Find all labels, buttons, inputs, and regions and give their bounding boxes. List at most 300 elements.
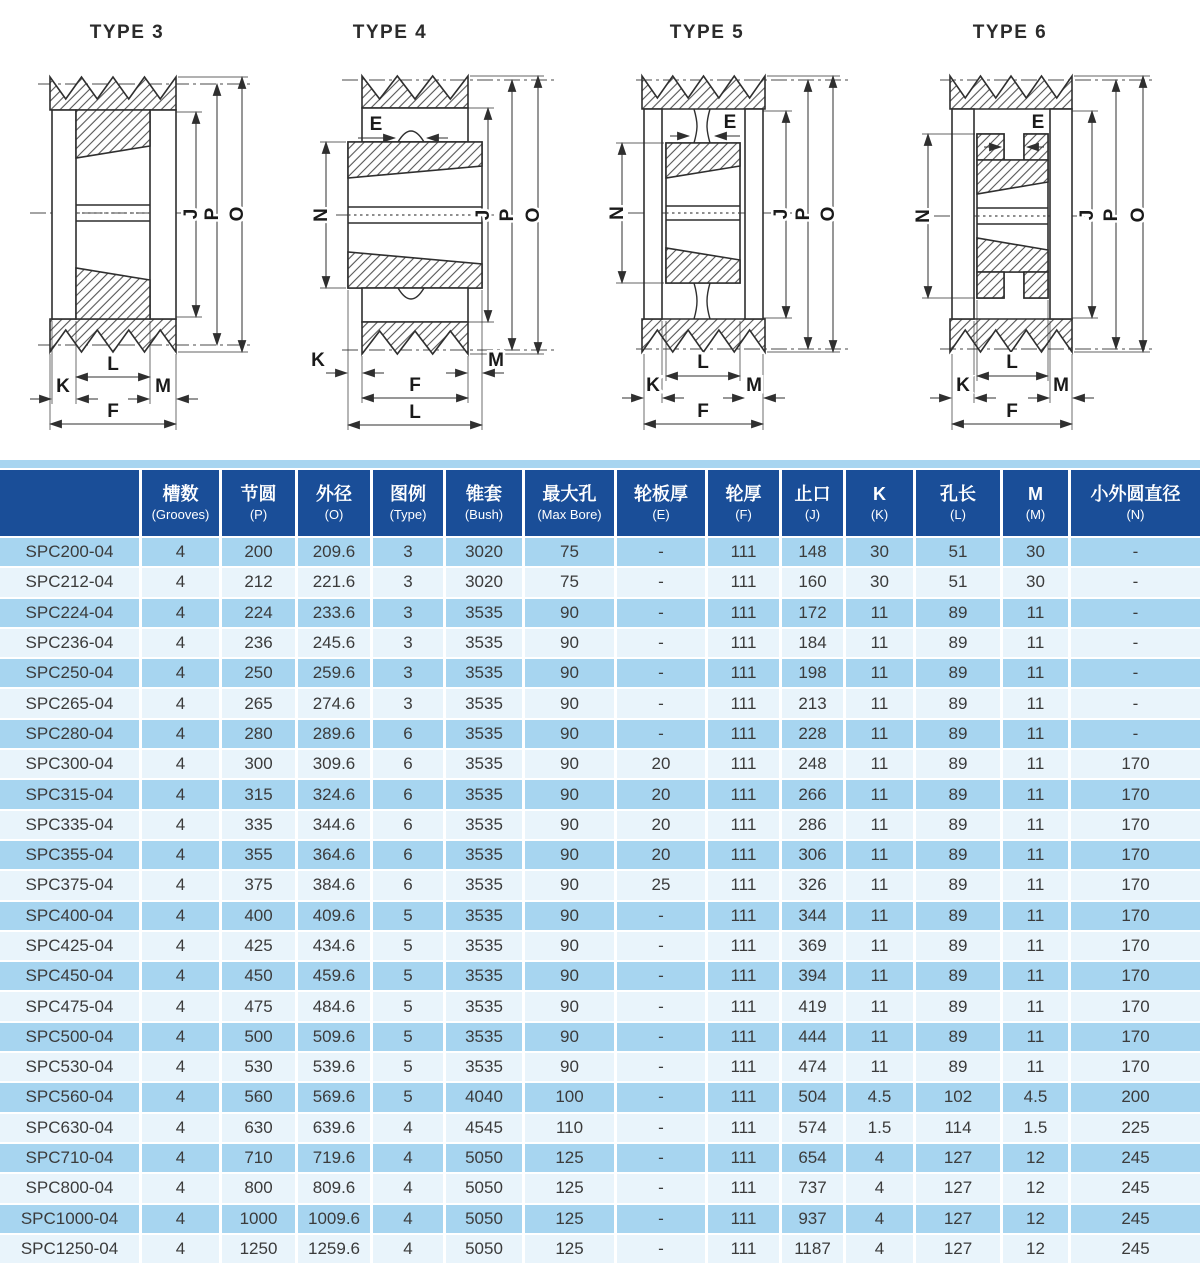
value-cell: 259.6 [298,659,373,689]
model-cell: SPC250-04 [0,659,142,689]
table-row [0,689,1200,719]
spec-table-header [0,470,1200,538]
value-cell: 25 [617,871,708,901]
table-row [0,1023,1200,1053]
value-cell: 172 [782,599,846,629]
table-top-accent-strip [0,460,1200,470]
dim-label-m: M [155,376,171,397]
diagram-title: TYPE 5 [669,22,745,43]
model-cell: SPC450-04 [0,962,142,992]
value-cell: 90 [525,1023,617,1053]
col-header-7 [617,470,708,538]
table-row [0,902,1200,932]
value-cell: 102 [916,1083,1003,1113]
diagram-title: TYPE 3 [89,22,165,43]
value-cell: 4 [142,962,222,992]
value-cell: 111 [708,902,782,932]
value-cell: 170 [1071,902,1200,932]
value-cell: 3535 [446,871,525,901]
value-cell: 89 [916,629,1003,659]
value-cell: 111 [708,1144,782,1174]
value-cell: - [617,1205,708,1235]
value-cell: 127 [916,1235,1003,1265]
value-cell: 90 [525,962,617,992]
value-cell: 89 [916,811,1003,841]
value-cell: 355 [222,841,298,871]
value-cell: 1.5 [1003,1114,1071,1144]
model-cell: SPC265-04 [0,689,142,719]
model-cell: SPC212-04 [0,568,142,598]
value-cell: 170 [1071,780,1200,810]
value-cell: 474 [782,1053,846,1083]
value-cell: 434.6 [298,932,373,962]
col-header-zh: K [873,484,886,504]
value-cell: 306 [782,841,846,871]
value-cell: 100 [525,1083,617,1113]
value-cell: 4 [142,1205,222,1235]
table-row [0,1053,1200,1083]
value-cell: 3535 [446,720,525,750]
col-header-zh: 轮板厚 [634,484,688,504]
dim-label-p: P [202,207,223,221]
value-cell: 89 [916,750,1003,780]
value-cell: 4545 [446,1114,525,1144]
value-cell: 250 [222,659,298,689]
value-cell: 11 [1003,780,1071,810]
value-cell: 245.6 [298,629,373,659]
value-cell: 289.6 [298,720,373,750]
col-header-9 [782,470,846,538]
value-cell: 5050 [446,1144,525,1174]
model-cell: SPC236-04 [0,629,142,659]
col-header-5 [446,470,525,538]
value-cell: 90 [525,599,617,629]
value-cell: 111 [708,1053,782,1083]
model-cell: SPC475-04 [0,992,142,1022]
value-cell: 459.6 [298,962,373,992]
value-cell: 3 [373,568,446,598]
value-cell: 326 [782,871,846,901]
value-cell: 560 [222,1083,298,1113]
value-cell: 5 [373,902,446,932]
type-3-drawing [0,0,300,460]
col-header-en: (J) [804,507,821,522]
col-header-en: (N) [1126,507,1145,522]
value-cell: 225 [1071,1114,1200,1144]
value-cell: 111 [708,1083,782,1113]
value-cell: 111 [708,1205,782,1235]
value-cell: 111 [708,1114,782,1144]
value-cell: 110 [525,1114,617,1144]
table-row [0,538,1200,568]
diagram-title: TYPE 6 [972,22,1048,43]
col-header-0 [0,470,142,538]
table-row [0,1114,1200,1144]
value-cell: 212 [222,568,298,598]
value-cell: 419 [782,992,846,1022]
value-cell: 3 [373,538,446,568]
value-cell: 89 [916,1053,1003,1083]
value-cell: 51 [916,538,1003,568]
col-header-en: (E) [652,507,670,522]
value-cell: 90 [525,659,617,689]
value-cell: 5 [373,1023,446,1053]
dim-label-o: O [1128,207,1149,223]
value-cell: 75 [525,568,617,598]
value-cell: 266 [782,780,846,810]
model-cell: SPC400-04 [0,902,142,932]
value-cell: 5 [373,992,446,1022]
table-row [0,1174,1200,1204]
value-cell: 4 [142,629,222,659]
value-cell: 200 [1071,1083,1200,1113]
value-cell: 125 [525,1235,617,1265]
value-cell: - [617,538,708,568]
value-cell: 3535 [446,1053,525,1083]
value-cell: 228 [782,720,846,750]
model-cell: SPC630-04 [0,1114,142,1144]
value-cell: 300 [222,750,298,780]
value-cell: 170 [1071,1023,1200,1053]
value-cell: 111 [708,932,782,962]
value-cell: 170 [1071,871,1200,901]
value-cell: - [617,1114,708,1144]
value-cell: 170 [1071,811,1200,841]
value-cell: 90 [525,811,617,841]
value-cell: 1000 [222,1205,298,1235]
spec-table [0,470,1200,1265]
value-cell: 89 [916,599,1003,629]
value-cell: 425 [222,932,298,962]
value-cell: - [1071,568,1200,598]
diagram-type-4 [300,0,600,460]
col-header-zh: 节圆 [240,484,277,504]
value-cell: 245 [1071,1235,1200,1265]
value-cell: 245 [1071,1174,1200,1204]
value-cell: 90 [525,780,617,810]
model-cell: SPC375-04 [0,871,142,901]
model-cell: SPC560-04 [0,1083,142,1113]
value-cell: 221.6 [298,568,373,598]
dim-label-j: J [473,209,494,221]
value-cell: 11 [846,780,916,810]
dim-label-o: O [227,206,248,222]
value-cell: 127 [916,1205,1003,1235]
value-cell: 450 [222,962,298,992]
value-cell: 11 [1003,992,1071,1022]
dim-label-o: O [818,206,839,222]
value-cell: 574 [782,1114,846,1144]
value-cell: 11 [1003,902,1071,932]
value-cell: 4 [142,1083,222,1113]
value-cell: 344.6 [298,811,373,841]
value-cell: 394 [782,962,846,992]
value-cell: 245 [1071,1144,1200,1174]
col-header-8 [708,470,782,538]
model-cell: SPC530-04 [0,1053,142,1083]
spec-table-body [0,538,1200,1265]
value-cell: 1250 [222,1235,298,1265]
value-cell: 12 [1003,1144,1071,1174]
dim-label-l: L [1006,352,1018,373]
value-cell: 11 [846,659,916,689]
value-cell: 170 [1071,932,1200,962]
value-cell: - [617,1235,708,1265]
col-header-6 [525,470,617,538]
value-cell: 148 [782,538,846,568]
value-cell: 475 [222,992,298,1022]
value-cell: 5050 [446,1205,525,1235]
value-cell: 737 [782,1174,846,1204]
table-row [0,780,1200,810]
dim-label-n: N [311,208,332,222]
table-row [0,1144,1200,1174]
value-cell: 20 [617,780,708,810]
value-cell: 111 [708,629,782,659]
dim-label-l: L [697,352,709,373]
value-cell: 530 [222,1053,298,1083]
value-cell: 6 [373,871,446,901]
value-cell: - [617,992,708,1022]
model-cell: SPC500-04 [0,1023,142,1053]
value-cell: 539.6 [298,1053,373,1083]
dim-label-k: K [311,350,325,371]
value-cell: 224 [222,599,298,629]
table-row [0,871,1200,901]
value-cell: 11 [846,1053,916,1083]
value-cell: 1009.6 [298,1205,373,1235]
value-cell: 4 [142,992,222,1022]
col-header-11 [916,470,1003,538]
value-cell: 11 [846,811,916,841]
col-header-zh: 孔长 [940,484,976,504]
value-cell: 4 [846,1235,916,1265]
col-header-13 [1071,470,1200,538]
dim-label-j: J [1077,209,1098,221]
diagram-type-6 [900,0,1200,460]
value-cell: 937 [782,1205,846,1235]
model-cell: SPC315-04 [0,780,142,810]
table-row [0,1083,1200,1113]
col-header-zh: 锥套 [466,484,502,504]
table-row [0,841,1200,871]
value-cell: 11 [1003,659,1071,689]
value-cell: 1259.6 [298,1235,373,1265]
value-cell: 125 [525,1144,617,1174]
value-cell: 11 [1003,629,1071,659]
table-row [0,720,1200,750]
value-cell: 160 [782,568,846,598]
value-cell: 6 [373,780,446,810]
value-cell: 4 [142,1023,222,1053]
value-cell: 4 [142,811,222,841]
value-cell: 710 [222,1144,298,1174]
value-cell: 315 [222,780,298,810]
value-cell: 5 [373,1083,446,1113]
value-cell: 11 [1003,811,1071,841]
value-cell: - [1071,629,1200,659]
value-cell: 111 [708,841,782,871]
value-cell: 4 [142,1053,222,1083]
value-cell: 11 [1003,871,1071,901]
value-cell: 11 [846,750,916,780]
diagram-title: TYPE 4 [352,22,428,43]
value-cell: 500 [222,1023,298,1053]
value-cell: 504 [782,1083,846,1113]
table-row [0,932,1200,962]
value-cell: 233.6 [298,599,373,629]
value-cell: 1.5 [846,1114,916,1144]
value-cell: 3 [373,659,446,689]
value-cell: 111 [708,1023,782,1053]
value-cell: 236 [222,629,298,659]
value-cell: 12 [1003,1235,1071,1265]
col-header-en: (F) [735,507,752,522]
value-cell: 4 [142,1235,222,1265]
value-cell: 280 [222,720,298,750]
value-cell: 4 [373,1144,446,1174]
value-cell: 4 [373,1205,446,1235]
value-cell: 6 [373,811,446,841]
value-cell: 90 [525,720,617,750]
dim-label-p: P [497,208,518,222]
dim-label-p: P [793,207,814,221]
dim-label-m: M [1053,375,1069,396]
value-cell: 90 [525,871,617,901]
type-5-drawing [600,0,900,460]
col-header-en: (L) [950,507,966,522]
value-cell: 11 [846,689,916,719]
table-row [0,659,1200,689]
value-cell: 184 [782,629,846,659]
value-cell: 4 [142,902,222,932]
value-cell: 11 [1003,962,1071,992]
value-cell: 11 [846,599,916,629]
value-cell: 11 [846,629,916,659]
col-header-en: (Grooves) [151,507,210,522]
dim-label-m: M [746,375,762,396]
value-cell: 569.6 [298,1083,373,1113]
col-header-10 [846,470,916,538]
value-cell: - [617,1053,708,1083]
table-row [0,599,1200,629]
value-cell: 3535 [446,962,525,992]
value-cell: 111 [708,599,782,629]
col-header-zh: 图例 [390,484,426,504]
dim-label-e: E [723,112,737,133]
value-cell: 630 [222,1114,298,1144]
model-cell: SPC1000-04 [0,1205,142,1235]
value-cell: - [617,1144,708,1174]
value-cell: - [1071,689,1200,719]
value-cell: 809.6 [298,1174,373,1204]
table-row [0,750,1200,780]
value-cell: 127 [916,1144,1003,1174]
col-header-1 [142,470,222,538]
value-cell: 3 [373,599,446,629]
value-cell: - [617,1174,708,1204]
value-cell: 400 [222,902,298,932]
value-cell: 5050 [446,1235,525,1265]
value-cell: 3535 [446,992,525,1022]
value-cell: 4 [142,1174,222,1204]
value-cell: 4040 [446,1083,525,1113]
value-cell: 4 [142,932,222,962]
value-cell: 12 [1003,1174,1071,1204]
value-cell: 3 [373,629,446,659]
table-row [0,962,1200,992]
value-cell: 11 [1003,932,1071,962]
value-cell: 20 [617,750,708,780]
col-header-3 [298,470,373,538]
value-cell: 90 [525,841,617,871]
value-cell: 3535 [446,689,525,719]
value-cell: 30 [1003,568,1071,598]
value-cell: 4 [846,1205,916,1235]
value-cell: 4 [142,538,222,568]
value-cell: 444 [782,1023,846,1053]
value-cell: - [617,932,708,962]
value-cell: - [1071,599,1200,629]
value-cell: 4 [142,1114,222,1144]
value-cell: 125 [525,1205,617,1235]
col-header-12 [1003,470,1071,538]
value-cell: 248 [782,750,846,780]
model-cell: SPC300-04 [0,750,142,780]
value-cell: 11 [1003,1053,1071,1083]
value-cell: 409.6 [298,902,373,932]
value-cell: 4 [142,659,222,689]
value-cell: 3 [373,689,446,719]
value-cell: 89 [916,992,1003,1022]
table-row [0,811,1200,841]
dim-label-m: M [488,350,504,371]
value-cell: 170 [1071,992,1200,1022]
type-4-drawing [300,0,600,460]
col-header-en: (Type) [389,507,427,522]
value-cell: 89 [916,720,1003,750]
value-cell: - [1071,720,1200,750]
value-cell: 89 [916,932,1003,962]
value-cell: 111 [708,659,782,689]
col-header-en: (Max Bore) [537,507,602,522]
value-cell: 170 [1071,962,1200,992]
value-cell: 3535 [446,932,525,962]
dim-label-k: K [56,376,70,397]
value-cell: 213 [782,689,846,719]
dim-label-f: F [107,401,119,422]
value-cell: 5050 [446,1174,525,1204]
value-cell: 286 [782,811,846,841]
value-cell: 11 [1003,841,1071,871]
dim-label-e: E [369,114,383,135]
value-cell: 111 [708,780,782,810]
value-cell: 719.6 [298,1144,373,1174]
value-cell: 6 [373,841,446,871]
diagram-type-3 [0,0,300,460]
value-cell: 4 [846,1144,916,1174]
value-cell: 11 [1003,720,1071,750]
value-cell: 11 [846,962,916,992]
dim-label-p: P [1101,208,1122,222]
value-cell: 125 [525,1174,617,1204]
value-cell: 51 [916,568,1003,598]
model-cell: SPC335-04 [0,811,142,841]
value-cell: 4 [142,720,222,750]
value-cell: 3535 [446,780,525,810]
value-cell: 344 [782,902,846,932]
value-cell: 4 [142,750,222,780]
